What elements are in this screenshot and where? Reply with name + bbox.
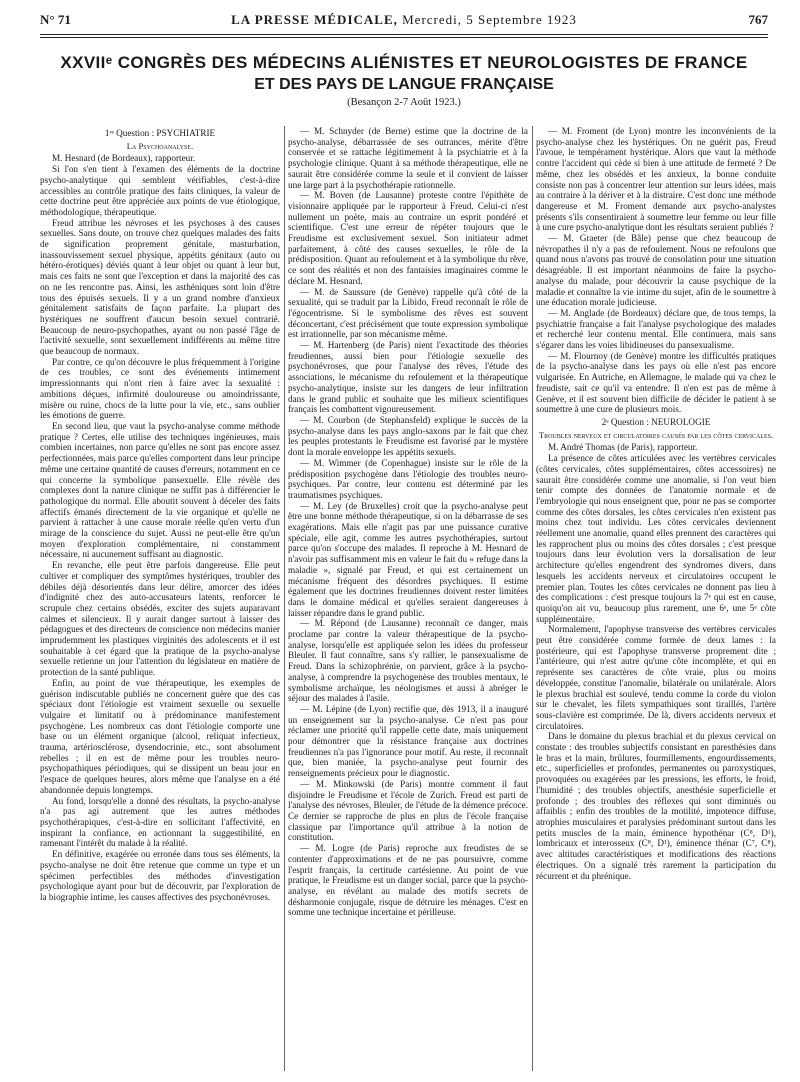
- paragraph: — M. Graeter (de Bâle) pense que chez beaucoup de névropathes il n'y a pas de refoulement. Nous ne refoulons que quand nous n'avons pas trouvé de consolation pour une situation désagréable. Il est important néanmoins de faire la psycho-analyse du malade, pour découvrir la cause psychique de la maladie et connaître la vie intime du sujet, afin de le soumettre à une éducation morale judicieuse.: [536, 233, 776, 308]
- paragraph: — M. Boven (de Lausanne) proteste contre l'épithète de visionnaire appliquée par le rapporteur à Freud. Celui-ci n'est nullement un poète, mais au contraire un esprit pondéré et scientifique. C'est une erreur de répéter toujours que le Freudisme est exclusivement sexuel. Son initiateur admet parfaitement, à côté des causes sexuelles, le rôle de la prédisposition. Quant au refoulement et à la symbolique du rêve, ce sont des réalités et non des fantaisies imaginaires comme le déclare M. Hesnard.: [288, 190, 528, 286]
- paragraph: En second lieu, que vaut la psycho-analyse comme méthode pratique ? Certes, elle utilise des techniques ingénieuses, mais combien incertaines, non parce qu'elles ne sont pas encore assez perfectionnées, mais parce qu'elles comportent dans leur principe même une certaine quantité de causes d'erreurs, notamment en ce qui concerne la symbolique pansexuelle. Elle révèle des complexes dont la nature clinique ne suffit pas à différencier le pathologique du normal. Elle aboutit souvent à déceler des faits affectifs émanés directement de la vie organique et qu'elle ne parvient à rattacher à une cause morale réelle qu'en vertu d'un mirage de la conscience du sujet. Aussi ne peut-elle être qu'un moyen d'exploration complémentaire, ni constamment nécessaire, ni aucunement suffisant au diagnostic.: [40, 420, 280, 560]
- journal-date: Mercredi, 5 Septembre 1923: [402, 12, 577, 27]
- issue-number: N° 71: [40, 12, 71, 27]
- text-column-1: [40, 126, 280, 1071]
- paragraph: Dans le domaine du plexus brachial et du plexus cervical on constate : des troubles subjectifs consistant en paresthésies dans le bras et la main, brûlures, fourmillements, engourdissements, etc., superficielles et profondes, permanentes ou paroxystiques, provoquées ou exagérées par les pressions, les efforts, le froid, l'humidité ; des troubles objectifs, anesthésie superficielle et profonde ; des troubles des réflexes qui sont diminués ou affaiblis ; enfin des troubles de la motilité, impotence diffuse, atrophies musculaires et paralysies prédominant surtout dans les petits muscles de la main, éminence hypothénar (C⁸, D¹), lombricaux et interosseux (C⁸, D¹), éminence thénar (C⁷, C⁸), avec altitudes caractéristiques et modifications des réactions électriques. On a signalé très rarement la participation du récurrent et du phrénique.: [536, 731, 776, 881]
- paragraph: — M. Répond (de Lausanne) reconnaît ce danger, mais proclame par contre la valeur thérapeutique de la psycho-analyse, lorsqu'elle est appliquée selon les idées du professeur Bleuler. Il faut connaître, sans s'y rallier, le pansexualisme de Freud. Dans la schizophrénie, on parvient, grâce à la psycho-analyse, à comprendre la psychogenèse des troubles mentaux, le symbolisme archaïque, les néologismes et aussi à abréger le séjour des malades à l'asile.: [288, 618, 528, 704]
- text-column-3: [536, 126, 776, 1071]
- paragraph: — M. Froment (de Lyon) montre les inconvénients de la psycho-analyse chez les hystériques. On ne guérit pas, Freud l'avoue, le tempérament hystérique. Alors que vaut la méthode contre l'accident qui cède si bien à une attitude de fermeté ? De même, chez les obsédés et les anxieux, la bonne conduite consiste non pas à concentrer leur attention sur leurs idées, mais au contraire à la dériver et à la distraire. C'est donc une méthode dangereuse et M. Froment demande aux psycho-analystes présents s'ils consentiraient à soumettre leur femme ou leur fille à une cure psycho-analytique dont les résultats seraient publiés ?: [536, 126, 776, 233]
- paragraph: — M. Schnyder (de Berne) estime que la doctrine de la psycho-analyse, débarrassée de ses outrances, mérite d'être conservée et se rattache légitimement à la psychiatrie et à la psychologie clinique. Quant à sa méthode thérapeutique, elle ne saurait être considérée comme la seule et il convient de laisser une large part à la psychothérapie rationnelle.: [288, 126, 528, 190]
- section-heading: 1ʳᵉ Question : PSYCHIATRIE: [104, 128, 216, 138]
- article-title-line2: ET DES PAYS DE LANGUE FRANÇAISE: [254, 76, 554, 93]
- paragraph: Enfin, au point de vue thérapeutique, les exemples de guérison indiscutable publiés ne concernent guère que des cas spéciaux dont l'étiologie est vraiment sexuelle ou sexuelle vulgaire et limitatif ou à prédominance manifestement psychogène. Les nombreux cas dont l'étiologie comporte une base ou un élément organique (alcool, reliquat infectieux, trauma, artériosclérose, dysendocrinie, etc., sont absolument rebelles ; il en est de même pour les troubles neuro-psychopathiques périodiques, qui se dissipent un beau jour en l'espace de quelques heures, alors même que l'analyse en a été abandonnée depuis longtemps.: [40, 677, 280, 795]
- article-title: XXVIIᵉ CONGRÈS DES MÉDECINS ALIÉNISTES ET NEUROLOGISTES DE FRANCE: [60, 53, 748, 72]
- paragraph: En revanche, elle peut être parfois dangereuse. Elle peut cultiver et compliquer des symptômes hystériques, troubler des débiles déjà désorientés dans leur délire, amorcer des idées d'indignité chez des auto-accusateurs latents, renforcer le scrupule chez certains obsédés, exciter des sujets auparavant calmes et silencieux. Il y aurait danger surtout à laisser des pédagogues et des directeurs de conscience non médecins manier imprudemment les plastiques virginités des adolescents et il est souhaitable à cet égard que la pratique de la psycho-analyse sexuelle retienne un jour l'attention du législateur en matière de protection de la santé publique.: [40, 560, 280, 678]
- section-heading: 2ᵉ Question : NEUROLOGIE: [601, 416, 711, 427]
- paragraph: Si l'on s'en tient à l'examen des éléments de la doctrine psycho-analytique qui semblent vérifiables, c'est-à-dire accessibles au contrôle pratique des faits cliniques, la valeur de cette doctrine peut être appréciée aux points de vue étiologique, méthodologique, thérapeutique.: [40, 164, 280, 217]
- paragraph: — M. Flournoy (de Genève) montre les difficultés pratiques de la psycho-analyse dans les pays où elle n'est pas encore vulgarisée. En Autriche, en Allemagne, le malade qui va chez le freudiste, sait ce qu'il va entendre. Il n'en est pas de même à Genève, et il est souvent bien difficile de décider le patient à se soumettre à une cure de plusieurs mois.: [536, 350, 776, 415]
- section-subheading: Troubles nerveux et circulatoires causés par les côtes cervicales.: [538, 429, 774, 440]
- paragraph: — M. Wimmer (de Copenhague) insiste sur le rôle de la prédisposition psychogène dans l'étiologie des troubles neuro-psychiques. Par contre, leur contenu est déterminé par les traumatismes psychiques.: [288, 457, 528, 500]
- paragraph: — M. Anglade (de Bordeaux) déclare que, de tous temps, la psychiatrie française a fait l'analyse psychologique des malades et recherché leur contenu mental. Elle continuera, mais sans s'égarer dans les voies libidineuses du pansexualisme.: [536, 307, 776, 351]
- paragraph: — M. Hartenberg (de Paris) nient l'exactitude des théories freudiennes, aussi bien pour l'étiologie sexuelle des psychonévroses, que pour l'analyse des rêves, l'étude des associations, le mécanisme du refoulement et la thérapeutique psycho-analytique, insiste sur les dangers de leur infiltration dans le grand public et souhaite que les milieux scientifiques français les combattent vigoureusement.: [288, 340, 528, 415]
- paragraph: — M. Ley (de Bruxelles) croit que la psycho-analyse peut être une bonne méthode thérapeutique, si on la débarrasse de ses exagérations. Mais elle n'agit pas par une puissance curative spéciale, elle agit, comme les autres psychothérapies, surtout parce qu'on s'occupe des malades. Il reproche à M. Hesnard de n'avoir pas suffisamment mis en valeur le fait du « refuge dans la maladie », signalé par Freud, et qui est certainement un mécanisme fréquent des désordres psychiques. Il estime également que les doctrines freudiennes doivent rester limitées dans le domaine médical et qu'elles seraient dangereuses à laisser répandre dans le grand public.: [288, 500, 528, 618]
- header-rule-bottom: [40, 37, 768, 38]
- paragraph: — M. Lépine (de Lyon) rectifie que, dès 1913, il a inauguré un enseignement sur la psycho-analyse. Ce n'est pas pour réclamer une priorité qu'il rappelle cette date, mais uniquement pour démontrer que la résistance française aux doctrines freudiennes n'a pas l'ignorance pour motif. Au reste, il reconnaît que, bien maniée, la psycho-analyse peut fournir des renseignements précieux pour le diagnostic.: [288, 703, 528, 779]
- journal-line: [40, 12, 768, 28]
- article-subtitle: (Besançon 2-7 Août 1923.): [347, 97, 461, 108]
- journal-name: LA PRESSE MÉDICALE,: [231, 12, 398, 27]
- paragraph: Freud attribue les névroses et les psychoses à des causes sexuelles. Sans doute, on trouve chez quelques malades des faits de signification proprement génitale, masturbation, inassouvissement sexuel physique, appétits génitaux (auto ou hétéro-érotiques) déviés quant à leur objet ou quant à leur but, mais ces faits ne sont que l'exception et dans la majorité des cas on ne les rencontre pas. Ainsi, les asthéniques sont loin d'être tous des épuisés sexuels. Il y a un grand nombre d'anxieux génitalement satisfaits de façon parfaite. La plupart des hystériques ne souffrent d'aucun besoin sexuel contrarié. Beaucoup de neuro-psychopathes, ayant ou non passé l'âge de l'activité sexuelle, sont sexuellement indifférents au même titre que beaucoup de normaux.: [40, 217, 280, 357]
- paragraph: — M. Courbon (de Stephansfeld) explique le succès de la psycho-analyse dans les pays anglo-saxons par le fait que chez les peuples protestants le Freudisme est favorisé par le mystère dont la morale enveloppe les appétits sexuels.: [288, 414, 528, 458]
- paragraph: Normalement, l'apophyse transverse des vertèbres cervicales peut être considérée comme formée de deux lames : la postérieure, qui est l'apophyse transverse proprement dite ; l'antérieure, qui n'est autre qu'une côte incomplète, et qui en représente ses caractères de côte vraie, plus ou moins développée, constitue l'anomalie, bilatérale ou unilatérale. Alors le plexus brachial est soulevé, tendu comme la corde du violon sur le chevalet, les filets sympathiques sont tiraillés, l'artère sous-clavière est comprimée. De là, divers accidents nerveux et circulatoires.: [536, 624, 776, 731]
- paragraph: Au fond, lorsqu'elle a donné des résultats, la psycho-analyse n'a pas agi autrement que les autres méthodes psychothérapiques, c'est-à-dire en sollicitant l'affectivité, en inspirant la confiance, en actionnant la suggestibilité, en ramenant l'intérêt du malade à la réalité.: [40, 795, 280, 849]
- paragraph: Par contre, ce qu'on découvre le plus fréquemment à l'origine de ces troubles, ce sont des événements intimement impressionnants qui n'ont rien à faire avec la sexualité : ambitions déçues, infirmité douloureuse ou amoindrissante, misère ou ruine, chocs de la lutte pour la vie, etc., sans oublier les émotions de guerre.: [40, 356, 280, 421]
- paragraph: M. André Thomas (de Paris), rapporteur.: [548, 442, 698, 453]
- text-column-2: [288, 126, 528, 1071]
- page-number: 767: [748, 12, 768, 27]
- paragraph: M. Hesnard (de Bordeaux), rapporteur.: [52, 153, 196, 164]
- header-rule-top: [40, 34, 768, 35]
- paragraph: — M. de Saussure (de Genève) rappelle qu'à côté de la sexualité, qui se traduit par la Libido, Freud reconnaît le rôle de l'égocentrisme. Si le symbolisme des rêves est souvent déconcertant, c'est précisément que toute expression symbolique est irrationnelle, par son mécanisme même.: [288, 286, 528, 340]
- paragraph: En définitive, exagérée ou erronée dans tous ses éléments, la psycho-analyse ne doit être retenue que comme un type et un spécimen perfectibles des méthodes d'investigation psychologique ayant pour but de découvrir, par l'exploration de la biographie intime, les causes affectives des psychonévroses.: [40, 849, 280, 902]
- section-subheading: La Psychoanalyse.: [126, 140, 194, 151]
- paragraph: — M. Minkowski (de Paris) montre comment il faut disjoindre le Freudisme et l'école de Zurich. Freud est parti de l'analyse des névroses, Bleuler, de l'étude de la démence précoce. Ce dernier se rapproche de plus en plus de l'école française classique par l'importance qu'il attribue à la notion de constitution.: [288, 778, 528, 843]
- paragraph: — M. Logre (de Paris) reproche aux freudistes de se contenter d'approximations et de ne pas poursuivre, comme l'esprit français, la certitude cartésienne. Au point de vue pratique, le Freudisme est un danger social, parce que la psycho-analyse, en révélant au malade des motifs secrets de désharmonie conjugale, risque de détruire les ménages. C'est en somme une technique incertaine et périlleuse.: [288, 843, 528, 918]
- paragraph: La présence de côtes articulées avec les vertèbres cervicales (côtes cervicales, côtes supplémentaires, côtes accessoires) ne saurait être considérée comme une anomalie, si l'on veut bien tenir compte des données de l'anatomie normale et de l'embryologie qui nous enseignent que, pour ne pas se comporter comme des côtes dorsales, les côtes cervicales n'en existent pas moins chez tout individu. Les côtes cervicales deviennent réellement une anomalie, quand elles prennent des caractères qui les rapprochent plus ou moins des côtes dorsales ; c'est presque toujours dans leur évolution vers la dorsalisation de leur architecture qu'elles engendrent des syndromes divers, dans lesquels les accidents nerveux et circulatoires occupent le premier plan. Toutes les côtes cervicales ne donnent pas lieu à des complications : c'est presque toujours la 7ᵉ qui est en cause, quoiqu'on ait vu, beaucoup plus rarement, une 6ᵉ, une 5ᵉ côte supplémentaire.: [536, 453, 776, 624]
- column-divider: [284, 126, 285, 1071]
- running-header: [40, 10, 768, 32]
- column-divider: [532, 126, 533, 1071]
